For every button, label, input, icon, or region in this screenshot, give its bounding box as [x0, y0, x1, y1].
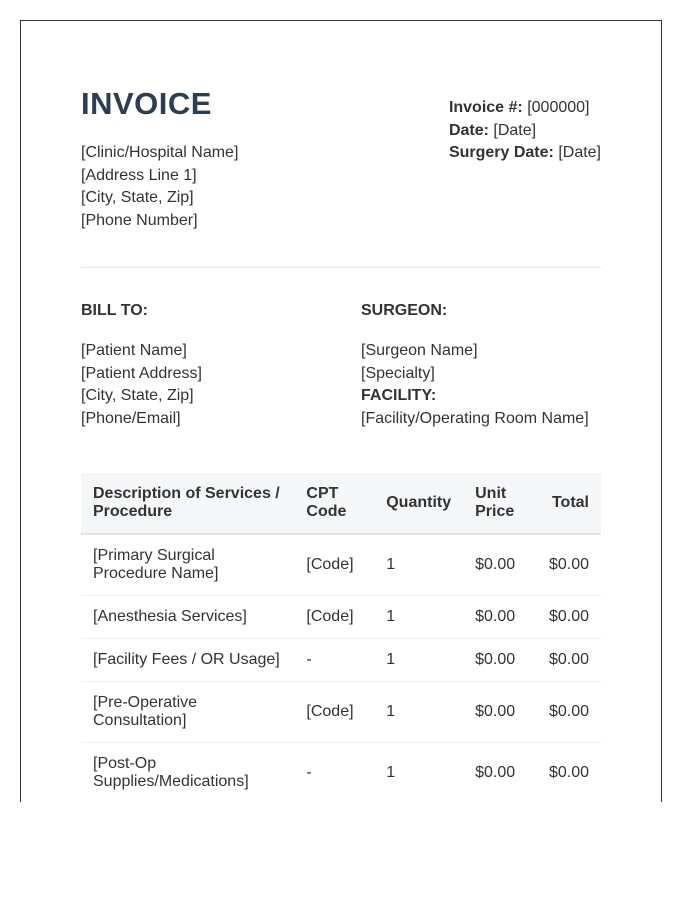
row-total: $0.00 [537, 638, 601, 681]
header-row [81, 473, 601, 534]
row-quantity: 1 [374, 742, 463, 802]
row-unit-price: $0.00 [463, 638, 537, 681]
surgeon-name: [Surgeon Name] [361, 342, 478, 359]
row-cpt-code: - [294, 742, 374, 802]
row-total: $0.00 [537, 595, 601, 638]
invoice-number-label: Invoice #: [448, 99, 523, 116]
surgery-date-value: [Date] [558, 144, 601, 161]
surgeon-title: SURGEON: [361, 302, 448, 319]
patient-city-state-zip: [City, State, Zip] [81, 387, 194, 404]
table-row [81, 534, 601, 595]
header-total: Total [537, 473, 601, 534]
header-quantity: Quantity [374, 473, 463, 534]
patient-name: [Patient Name] [81, 342, 187, 359]
facility-name: [Facility/Operating Room Name] [361, 409, 589, 427]
row-description: [Pre-Operative Consultation] [81, 681, 294, 742]
invoice-title: INVOICE [81, 86, 212, 121]
row-unit-price: $0.00 [463, 595, 537, 638]
row-description: [Facility Fees / OR Usage] [81, 638, 294, 681]
table-row [81, 681, 601, 742]
row-cpt-code: [Code] [294, 595, 374, 638]
row-total: $0.00 [537, 681, 601, 742]
row-unit-price: $0.00 [463, 681, 537, 742]
table-row [81, 742, 601, 802]
surgery-date-line [449, 142, 601, 165]
invoice-date-line [449, 120, 601, 143]
row-unit-price: $0.00 [463, 742, 537, 802]
row-description: [Primary Surgical Procedure Name] [81, 534, 294, 595]
header-unit-price: Unit Price [463, 473, 537, 534]
clinic-address-line1: [Address Line 1] [81, 166, 197, 184]
invoice-number-line [449, 97, 601, 120]
surgeon-section [361, 301, 621, 430]
clinic-info [81, 142, 238, 232]
header-cpt-code: CPT Code [294, 473, 374, 534]
invoice-date-label: Date: [448, 121, 489, 139]
invoice-meta [449, 97, 601, 165]
header-description: Description of Services / Procedure [81, 473, 294, 534]
surgeon-specialty: [Specialty] [361, 364, 435, 382]
row-quantity: 1 [374, 681, 463, 742]
row-quantity: 1 [374, 638, 463, 681]
table-row [81, 595, 601, 638]
row-description: [Anesthesia Services] [81, 595, 294, 638]
clinic-phone: [Phone Number] [81, 211, 198, 229]
clinic-name: [Clinic/Hospital Name] [81, 144, 239, 161]
invoice-date-value: [Date] [493, 121, 537, 139]
services-table [81, 473, 601, 802]
row-quantity: 1 [374, 534, 463, 595]
section-divider [81, 267, 601, 268]
patient-address: [Patient Address] [81, 364, 202, 382]
row-quantity: 1 [374, 595, 463, 638]
surgery-date-label: Surgery Date: [448, 144, 554, 161]
bill-to-title: BILL TO: [81, 302, 148, 319]
invoice-number-value: [000000] [527, 99, 590, 116]
row-description: [Post-Op Supplies/Medications] [81, 742, 294, 802]
row-total: $0.00 [537, 534, 601, 595]
patient-phone-email: [Phone/Email] [81, 409, 181, 427]
invoice-header [81, 87, 601, 237]
facility-label: FACILITY: [361, 387, 437, 404]
row-cpt-code: [Code] [294, 534, 374, 595]
clinic-city-state-zip: [City, State, Zip] [81, 189, 194, 206]
row-cpt-code: - [294, 638, 374, 681]
bill-to-section [81, 301, 341, 430]
row-cpt-code: [Code] [294, 681, 374, 742]
table-row [81, 638, 601, 681]
invoice-page [20, 20, 662, 802]
services-table-header [81, 473, 601, 534]
services-table-body [81, 534, 601, 802]
row-unit-price: $0.00 [463, 534, 537, 595]
row-total: $0.00 [537, 742, 601, 802]
